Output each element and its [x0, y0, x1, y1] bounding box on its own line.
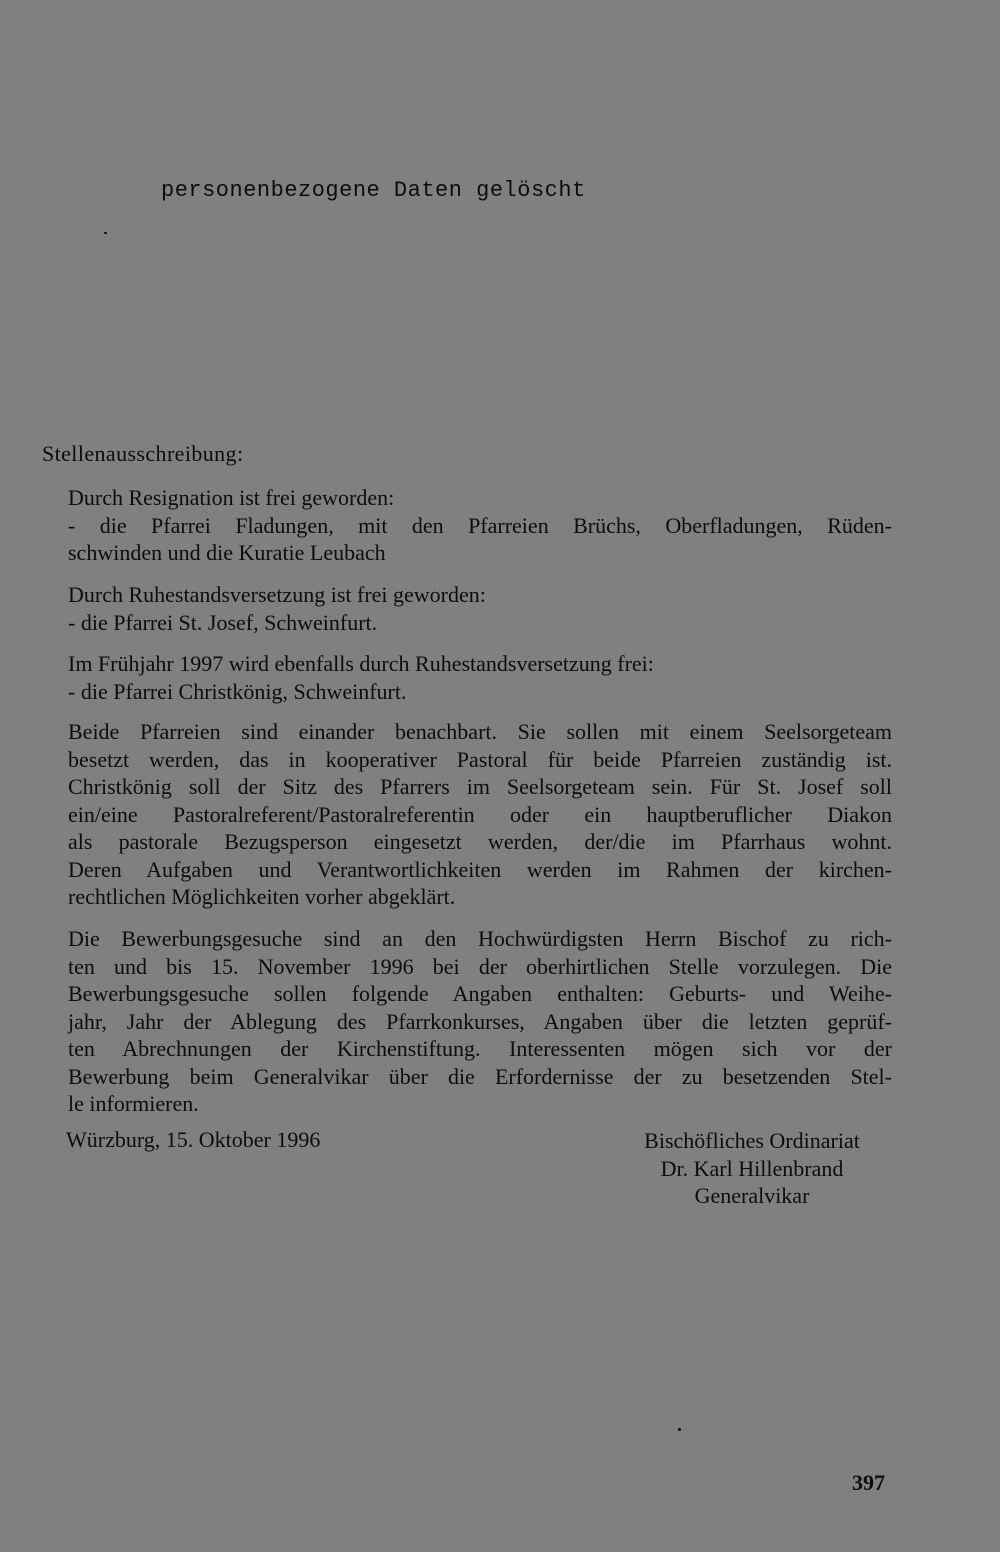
paragraph-line: Deren Aufgaben und Verantwortlichkeiten werden im Rahmen der kirchen-: [68, 856, 892, 882]
paragraph-line: - die Pfarrei Fladungen, mit den Pfarreien Brüchs, Oberfladungen, Rüden-: [68, 512, 892, 538]
heading: Stellenausschreibung:: [42, 441, 244, 466]
paragraph-line: Durch Resignation ist frei geworden:: [68, 485, 395, 510]
paragraph-line: Bewerbungsgesuche sollen folgende Angaben enthalten: Geburts- und Weihe-: [68, 981, 892, 1006]
scan-speck: [104, 232, 107, 234]
paragraph-line: rechtlichen Möglichkeiten vorher abgeklärt.: [68, 884, 456, 909]
paragraph-line: ein/eine Pastoralreferent/Pastoralreferentin oder ein hauptberuflicher Diakon: [68, 801, 892, 827]
redaction-note: personenbezogene Daten gelöscht: [161, 178, 586, 203]
paragraph-line: - die Pfarrei Christkönig, Schweinfurt.: [68, 678, 407, 704]
scan-speck: [678, 1428, 681, 1431]
paragraph-line: - die Pfarrei St. Josef, Schweinfurt.: [68, 609, 378, 635]
paragraph-spring-1997: [68, 650, 892, 705]
paragraph-line: besetzt werden, das in kooperativer Pastoral für beide Pfarreien zuständig ist.: [68, 746, 892, 772]
signature-title: Generalvikar: [694, 1183, 810, 1208]
paragraph-line: jahr, Jahr der Ablegung des Pfarrkonkurses, Angaben über die letzten geprüf-: [68, 1008, 892, 1034]
paragraph-line: le informieren.: [68, 1091, 199, 1116]
paragraph-retirement: [68, 581, 892, 636]
place-date: Würzburg, 15. Oktober 1996: [66, 1127, 321, 1152]
paragraph-applications: [68, 925, 892, 1118]
paragraph-line: ten und bis 15. November 1996 bei der oberhirtlichen Stelle vorzulegen. Die: [68, 953, 892, 979]
paragraph-line: schwinden und die Kuratie Leubach: [68, 540, 386, 565]
paragraph-line: Beide Pfarreien sind einander benachbart. Sie sollen mit einem Seelsorgeteam: [68, 719, 892, 744]
signature-office: Bischöfliches Ordinariat: [644, 1128, 860, 1153]
signature-name: Dr. Karl Hillenbrand: [660, 1155, 844, 1181]
paragraph-line: Bewerbung beim Generalvikar über die Erfordernisse der zu besetzenden Stel-: [68, 1063, 892, 1089]
paragraph-line: Christkönig soll der Sitz des Pfarrers im Seelsorgeteam sein. Für St. Josef soll: [68, 774, 892, 799]
paragraph-pastoral-team: [68, 718, 892, 911]
page-number: 397: [852, 1470, 885, 1495]
paragraph-line: Durch Ruhestandsversetzung ist frei geworden:: [68, 582, 486, 607]
paragraph-line: als pastorale Bezugsperson eingesetzt werden, der/die im Pfarrhaus wohnt.: [68, 829, 892, 854]
paragraph-resignation: [68, 484, 892, 567]
paragraph-line: ten Abrechnungen der Kirchenstiftung. Interessenten mögen sich vor der: [68, 1036, 892, 1061]
signature-block: [593, 1127, 911, 1210]
paragraph-line: Die Bewerbungsgesuche sind an den Hochwürdigsten Herrn Bischof zu rich-: [68, 926, 892, 951]
paragraph-line: Im Frühjahr 1997 wird ebenfalls durch Ruhestandsversetzung frei:: [68, 651, 654, 676]
